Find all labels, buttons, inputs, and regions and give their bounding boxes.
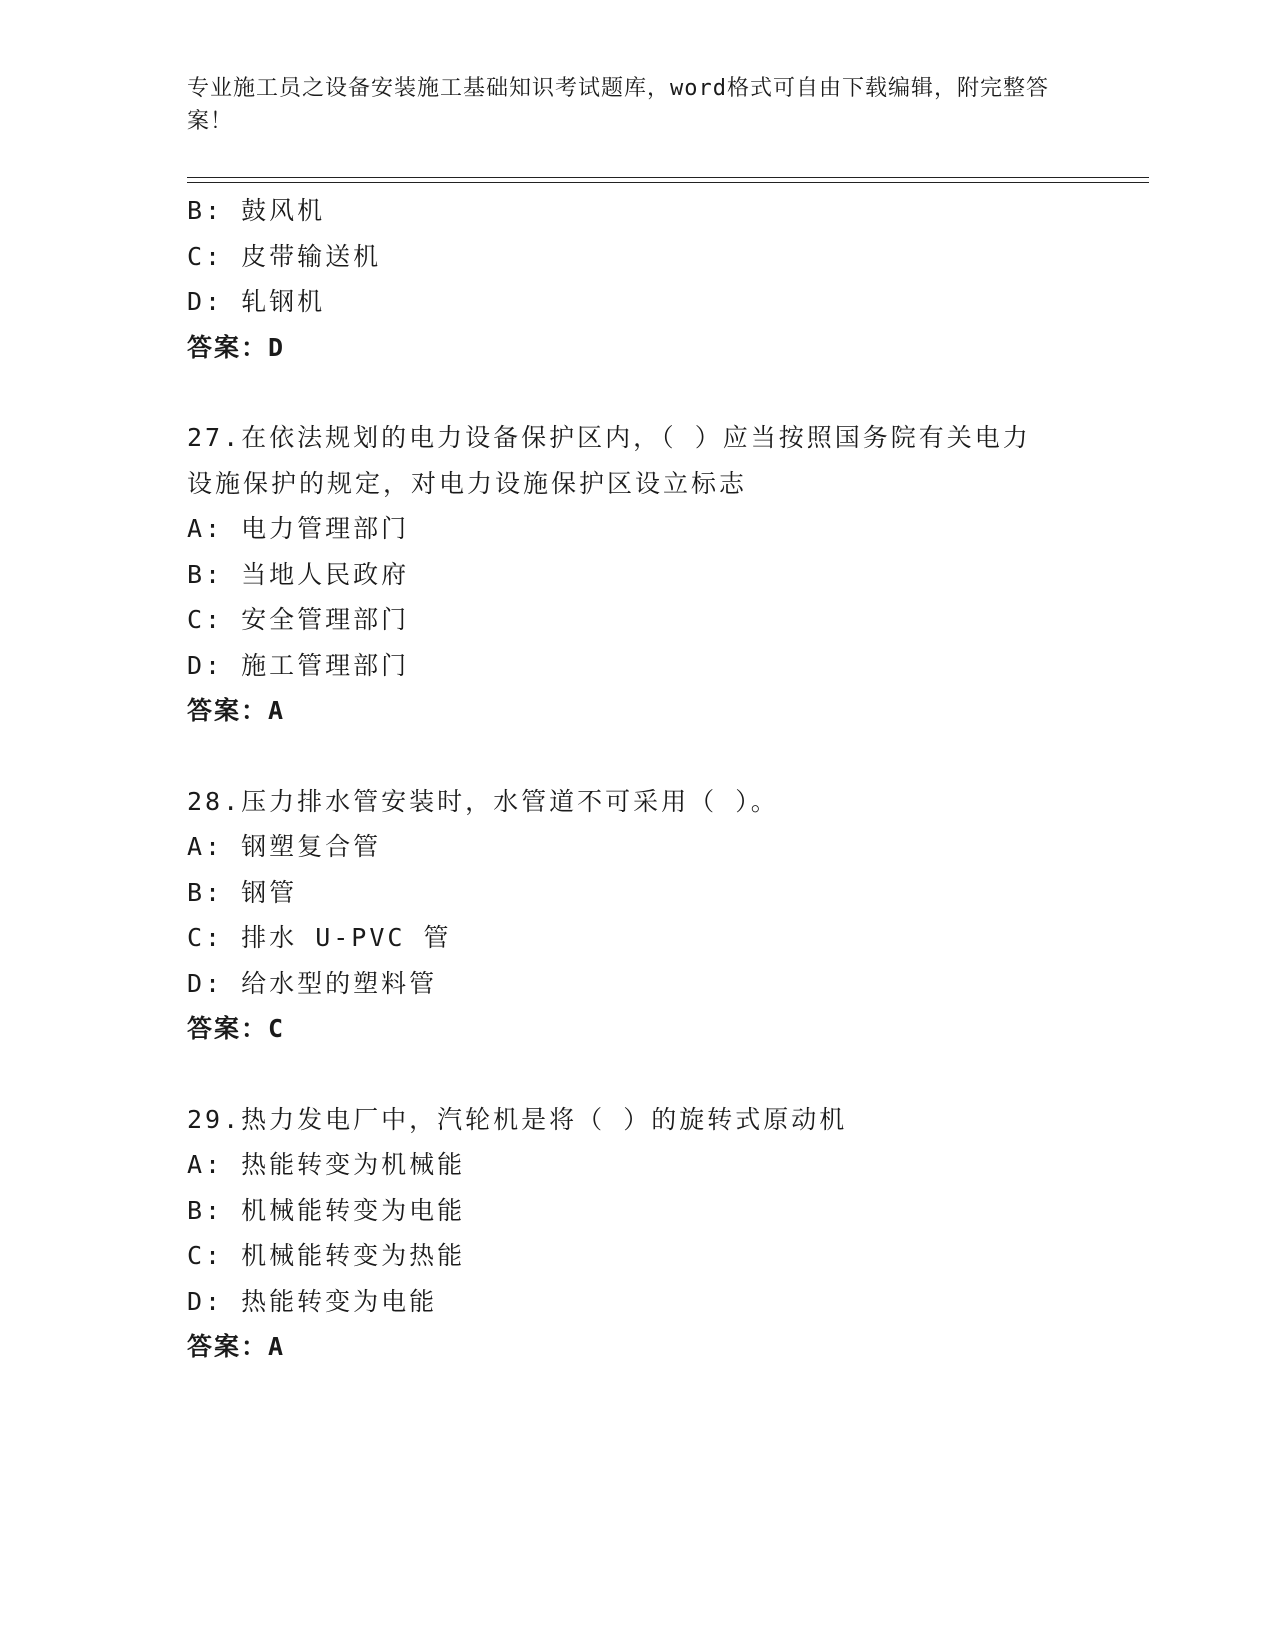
option-c: C: 皮带输送机 — [187, 241, 382, 271]
option-d: D: 给水型的塑料管 — [187, 968, 438, 998]
spacer — [187, 1052, 1087, 1097]
answer-line: 答案：C — [187, 1014, 286, 1043]
option-d: D: 施工管理部门 — [187, 650, 410, 680]
option-d: D: 热能转变为电能 — [187, 1286, 438, 1316]
question-28 — [187, 779, 1087, 1052]
question-26-tail — [187, 188, 1087, 370]
document-body — [187, 188, 1087, 1370]
question-stem: 29.热力发电厂中，汽轮机是将（ ）的旋转式原动机 — [187, 1104, 848, 1134]
option-c: C: 机械能转变为热能 — [187, 1241, 466, 1270]
header-divider — [187, 177, 1149, 183]
question-stem-continued: 设施保护的规定，对电力设施保护区设立标志 — [187, 468, 748, 498]
option-a: A: 电力管理部门 — [187, 514, 410, 543]
option-c: C: 安全管理部门 — [187, 605, 410, 634]
option-b: B: 鼓风机 — [187, 196, 326, 225]
question-stem: 28.压力排水管安装时，水管道不可采用（ ）。 — [187, 786, 779, 816]
question-29 — [187, 1097, 1087, 1370]
option-c: C: 排水 U-PVC 管 — [187, 923, 452, 952]
answer-line: 答案：D — [187, 332, 286, 362]
question-27 — [187, 415, 1087, 734]
option-b: B: 机械能转变为电能 — [187, 1195, 466, 1225]
spacer — [187, 734, 1087, 779]
option-b: B: 当地人民政府 — [187, 559, 410, 589]
spacer — [187, 370, 1087, 415]
answer-line: 答案：A — [187, 1332, 286, 1361]
option-a: A: 热能转变为机械能 — [187, 1150, 466, 1179]
option-a: A: 钢塑复合管 — [187, 832, 382, 861]
question-stem: 27.在依法规划的电力设备保护区内，（ ）应当按照国务院有关电力 — [187, 423, 1031, 452]
option-b: B: 钢管 — [187, 877, 298, 907]
document-header: 专业施工员之设备安装施工基础知识考试题库，word格式可自由下载编辑，附完整答案！ — [187, 76, 1049, 134]
option-d: D: 轧钢机 — [187, 287, 326, 316]
answer-line: 答案：A — [187, 696, 286, 725]
